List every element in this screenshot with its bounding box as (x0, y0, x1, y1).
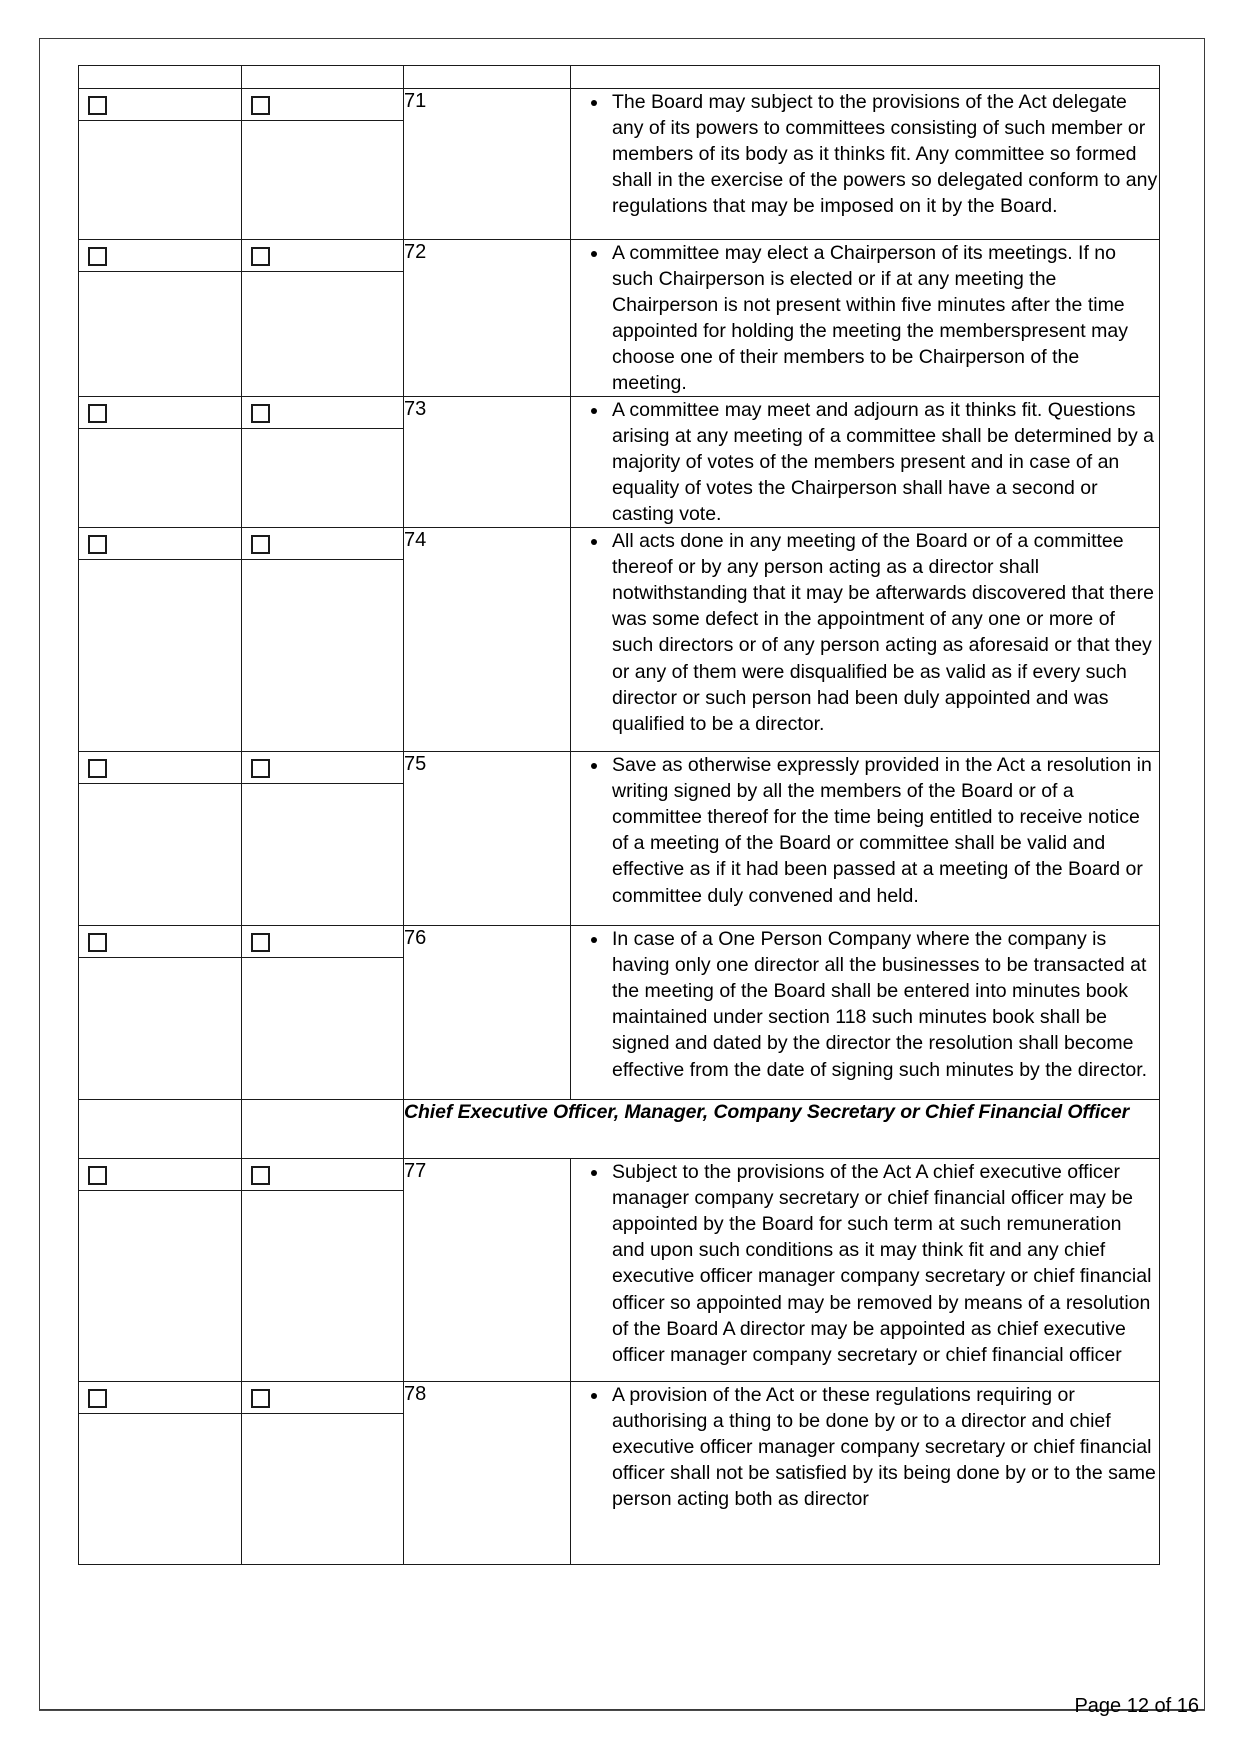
unchecked-checkbox-icon[interactable] (88, 404, 107, 423)
clause-text-cell (571, 528, 1160, 752)
checkbox-subrow (79, 752, 241, 784)
clause-text-cell (571, 1159, 1160, 1382)
table-body (79, 66, 1160, 1565)
checkbox-cell-a[interactable] (79, 752, 242, 926)
footer-divider (39, 1710, 1205, 1711)
unchecked-checkbox-icon[interactable] (88, 535, 107, 554)
header-cell-2 (242, 66, 404, 89)
clause-text-cell (571, 240, 1160, 397)
clause-text: • In case of a One Person Company where the company is having only one director all the businesses to be transacted at the meeting of the Board shall be entered into minutes book maintained under section 118 such minutes book shall be signed and dated by the director the resolution shall become effective from the date of signing such minutes by the director. (609, 926, 1159, 1082)
unchecked-checkbox-icon[interactable] (251, 404, 270, 423)
checkbox-cell-a[interactable] (79, 926, 242, 1100)
table-row (79, 1159, 1160, 1382)
unchecked-checkbox-icon[interactable] (251, 96, 270, 115)
checkbox-cell-b[interactable] (242, 926, 404, 1100)
checkbox-cell-a[interactable] (79, 89, 242, 240)
heading-blank-cell-b (242, 1100, 404, 1159)
table-row (79, 89, 1160, 240)
section-heading-row (79, 1100, 1160, 1159)
clause-number: 73 (404, 397, 571, 528)
header-cell-1 (79, 66, 242, 89)
checkbox-subrow (79, 397, 241, 429)
clause-number: 78 (404, 1382, 571, 1565)
checkbox-cell-b[interactable] (242, 1382, 404, 1565)
checkbox-subrow (242, 89, 403, 121)
clause-text: • A provision of the Act or these regulations requiring or authorising a thing to be done by or to a director and chief executive officer manager company secretary or chief financial officer shall not be satisfied by its being done by or to the same person acting both as director (609, 1382, 1159, 1512)
checkbox-subrow (79, 240, 241, 272)
articles-checklist-table (78, 65, 1160, 1565)
checkbox-cell-b[interactable] (242, 528, 404, 752)
clause-text-cell (571, 89, 1160, 240)
checkbox-cell-a[interactable] (79, 528, 242, 752)
unchecked-checkbox-icon[interactable] (251, 247, 270, 266)
clause-number: 75 (404, 752, 571, 926)
checkbox-cell-b[interactable] (242, 1159, 404, 1382)
page-number-label: Page 12 of 16 (1074, 1695, 1199, 1717)
unchecked-checkbox-icon[interactable] (88, 1389, 107, 1408)
clause-number: 76 (404, 926, 571, 1100)
clause-bullet-list (571, 1159, 1159, 1367)
page-footer (39, 1690, 1205, 1730)
checkbox-cell-a[interactable] (79, 1159, 242, 1382)
unchecked-checkbox-icon[interactable] (251, 535, 270, 554)
unchecked-checkbox-icon[interactable] (251, 933, 270, 952)
checkbox-subrow (79, 528, 241, 560)
unchecked-checkbox-icon[interactable] (88, 933, 107, 952)
clause-text: • The Board may subject to the provisions of the Act delegate any of its powers to committees consisting of such member or members of its body as it thinks fit. Any committee so formed shall in the exercise of the powers so delegated conform to any regulations that may be imposed on it by the Board. (609, 89, 1159, 219)
checkbox-cell-b[interactable] (242, 89, 404, 240)
header-cell-4 (571, 66, 1160, 89)
checkbox-cell-a[interactable] (79, 397, 242, 528)
clause-number: 77 (404, 1159, 571, 1382)
unchecked-checkbox-icon[interactable] (88, 96, 107, 115)
table-header-row (79, 66, 1160, 89)
unchecked-checkbox-icon[interactable] (88, 759, 107, 778)
unchecked-checkbox-icon[interactable] (251, 1389, 270, 1408)
clause-text-cell (571, 1382, 1160, 1565)
clause-text-cell (571, 397, 1160, 528)
clause-text: • Save as otherwise expressly provided in the Act a resolution in writing signed by all the members of the Board or of a committee thereof for the time being entitled to receive notice of a meeting of the Board or committee shall be valid and effective as if it had been passed at a meeting of the Board or committee duly convened and held. (609, 752, 1159, 908)
clause-text: • A committee may meet and adjourn as it thinks fit. Questions arising at any meeting of a committee shall be determined by a majority of votes of the members present and in case of an equality of votes the Chairperson shall have a second or casting vote. (609, 397, 1159, 527)
clause-bullet-list (571, 240, 1159, 396)
checkbox-subrow (242, 1382, 403, 1414)
section-heading: Chief Executive Officer, Manager, Company Secretary or Chief Financial Officer (404, 1100, 1160, 1159)
clause-number: 72 (404, 240, 571, 397)
clause-bullet-list (571, 752, 1159, 908)
table-row (79, 1382, 1160, 1565)
clause-bullet-list (571, 89, 1159, 219)
table-row (79, 752, 1160, 926)
header-cell-3 (404, 66, 571, 89)
checkbox-subrow (242, 1159, 403, 1191)
table-row (79, 528, 1160, 752)
clause-number: 74 (404, 528, 571, 752)
clause-text-cell (571, 752, 1160, 926)
clause-text-cell (571, 926, 1160, 1100)
checkbox-subrow (79, 1159, 241, 1191)
clause-bullet-list (571, 397, 1159, 527)
table-row (79, 926, 1160, 1100)
clause-text: • A committee may elect a Chairperson of its meetings. If no such Chairperson is elected or if at any meeting the Chairperson is not present within five minutes after the time appointed for holding the meeting the memberspresent may choose one of their members to be Chairperson of the meeting. (609, 240, 1159, 396)
page-content (78, 65, 1159, 1565)
clause-text: • Subject to the provisions of the Act A chief executive officer manager company secretary or chief financial officer may be appointed by the Board for such term at such remuneration and upon such conditions as it may think fit and any chief executive officer manager company secretary or chief financial officer so appointed may be removed by means of a resolution of the Board A director may be appointed as chief executive officer manager company secretary or chief financial officer (609, 1159, 1159, 1367)
table-row (79, 397, 1160, 528)
unchecked-checkbox-icon[interactable] (251, 1166, 270, 1185)
checkbox-cell-a[interactable] (79, 1382, 242, 1565)
checkbox-cell-b[interactable] (242, 240, 404, 397)
unchecked-checkbox-icon[interactable] (88, 1166, 107, 1185)
clause-bullet-list (571, 1382, 1159, 1512)
heading-blank-cell-a (79, 1100, 242, 1159)
checkbox-subrow (242, 752, 403, 784)
checkbox-cell-b[interactable] (242, 397, 404, 528)
clause-bullet-list (571, 528, 1159, 736)
checkbox-subrow (79, 89, 241, 121)
checkbox-subrow (242, 240, 403, 272)
checkbox-subrow (242, 926, 403, 958)
clause-text: • All acts done in any meeting of the Board or of a committee thereof or by any person acting as a director shall notwithstanding that it may be afterwards discovered that there was some defect in the appointment of any one or more of such directors or of any person acting as aforesaid or that they or any of them were disqualified be as valid as if every such director or such person had been duly appointed and was qualified to be a director. (609, 528, 1159, 736)
checkbox-subrow (79, 926, 241, 958)
checkbox-subrow (79, 1382, 241, 1414)
checkbox-subrow (242, 528, 403, 560)
unchecked-checkbox-icon[interactable] (251, 759, 270, 778)
clause-number: 71 (404, 89, 571, 240)
checkbox-cell-a[interactable] (79, 240, 242, 397)
checkbox-cell-b[interactable] (242, 752, 404, 926)
clause-bullet-list (571, 926, 1159, 1082)
checkbox-subrow (242, 397, 403, 429)
unchecked-checkbox-icon[interactable] (88, 247, 107, 266)
table-row (79, 240, 1160, 397)
